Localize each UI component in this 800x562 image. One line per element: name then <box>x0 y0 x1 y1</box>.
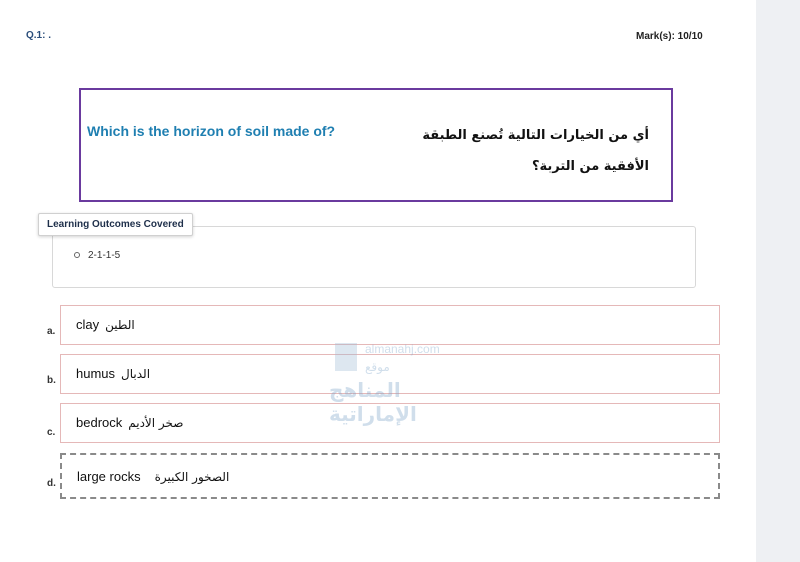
option-c-arabic: صخر الأديم <box>128 416 184 430</box>
option-b-text <box>76 366 150 381</box>
question-text-english: Which is the horizon of soil made of? <box>87 123 336 139</box>
option-letter-c: c. <box>47 427 56 438</box>
option-c-english: bedrock <box>76 415 123 430</box>
watermark-line1: موقع <box>365 360 390 374</box>
watermark-url: almanahj.com <box>365 342 440 356</box>
option-d-text <box>77 469 229 484</box>
option-d[interactable] <box>60 453 720 499</box>
learning-outcome-item <box>74 250 120 261</box>
option-b-english: humus <box>76 366 116 381</box>
option-d-arabic: الصخور الكبيرة <box>154 470 230 484</box>
bullet-icon <box>74 252 80 258</box>
question-text-arabic: أي من الخيارات التالية تُصنع الطبقة الأفقية من التربة؟ <box>422 128 649 174</box>
option-b-arabic: الدبال <box>121 367 151 381</box>
option-letter-d: d. <box>47 478 56 489</box>
option-d-english: large rocks <box>77 469 141 484</box>
watermark-line2: المناهج الإماراتية <box>329 378 417 426</box>
option-a-text <box>76 317 135 332</box>
watermark <box>325 340 455 426</box>
option-c-text <box>76 415 183 430</box>
question-number: Q.1: . <box>26 30 52 41</box>
learning-outcomes-tab[interactable]: Learning Outcomes Covered <box>38 213 193 236</box>
option-a-arabic: الطين <box>105 318 135 332</box>
watermark-logo-icon <box>335 343 357 371</box>
question-marks: Mark(s): 10/10 <box>636 31 703 42</box>
option-a-english: clay <box>76 317 100 332</box>
learning-outcome-code: 2-1-1-5 <box>88 250 121 261</box>
right-side-panel <box>756 0 800 562</box>
question-card <box>79 88 673 202</box>
option-letter-a: a. <box>47 326 56 337</box>
option-a[interactable] <box>60 305 720 345</box>
option-letter-b: b. <box>47 375 56 386</box>
